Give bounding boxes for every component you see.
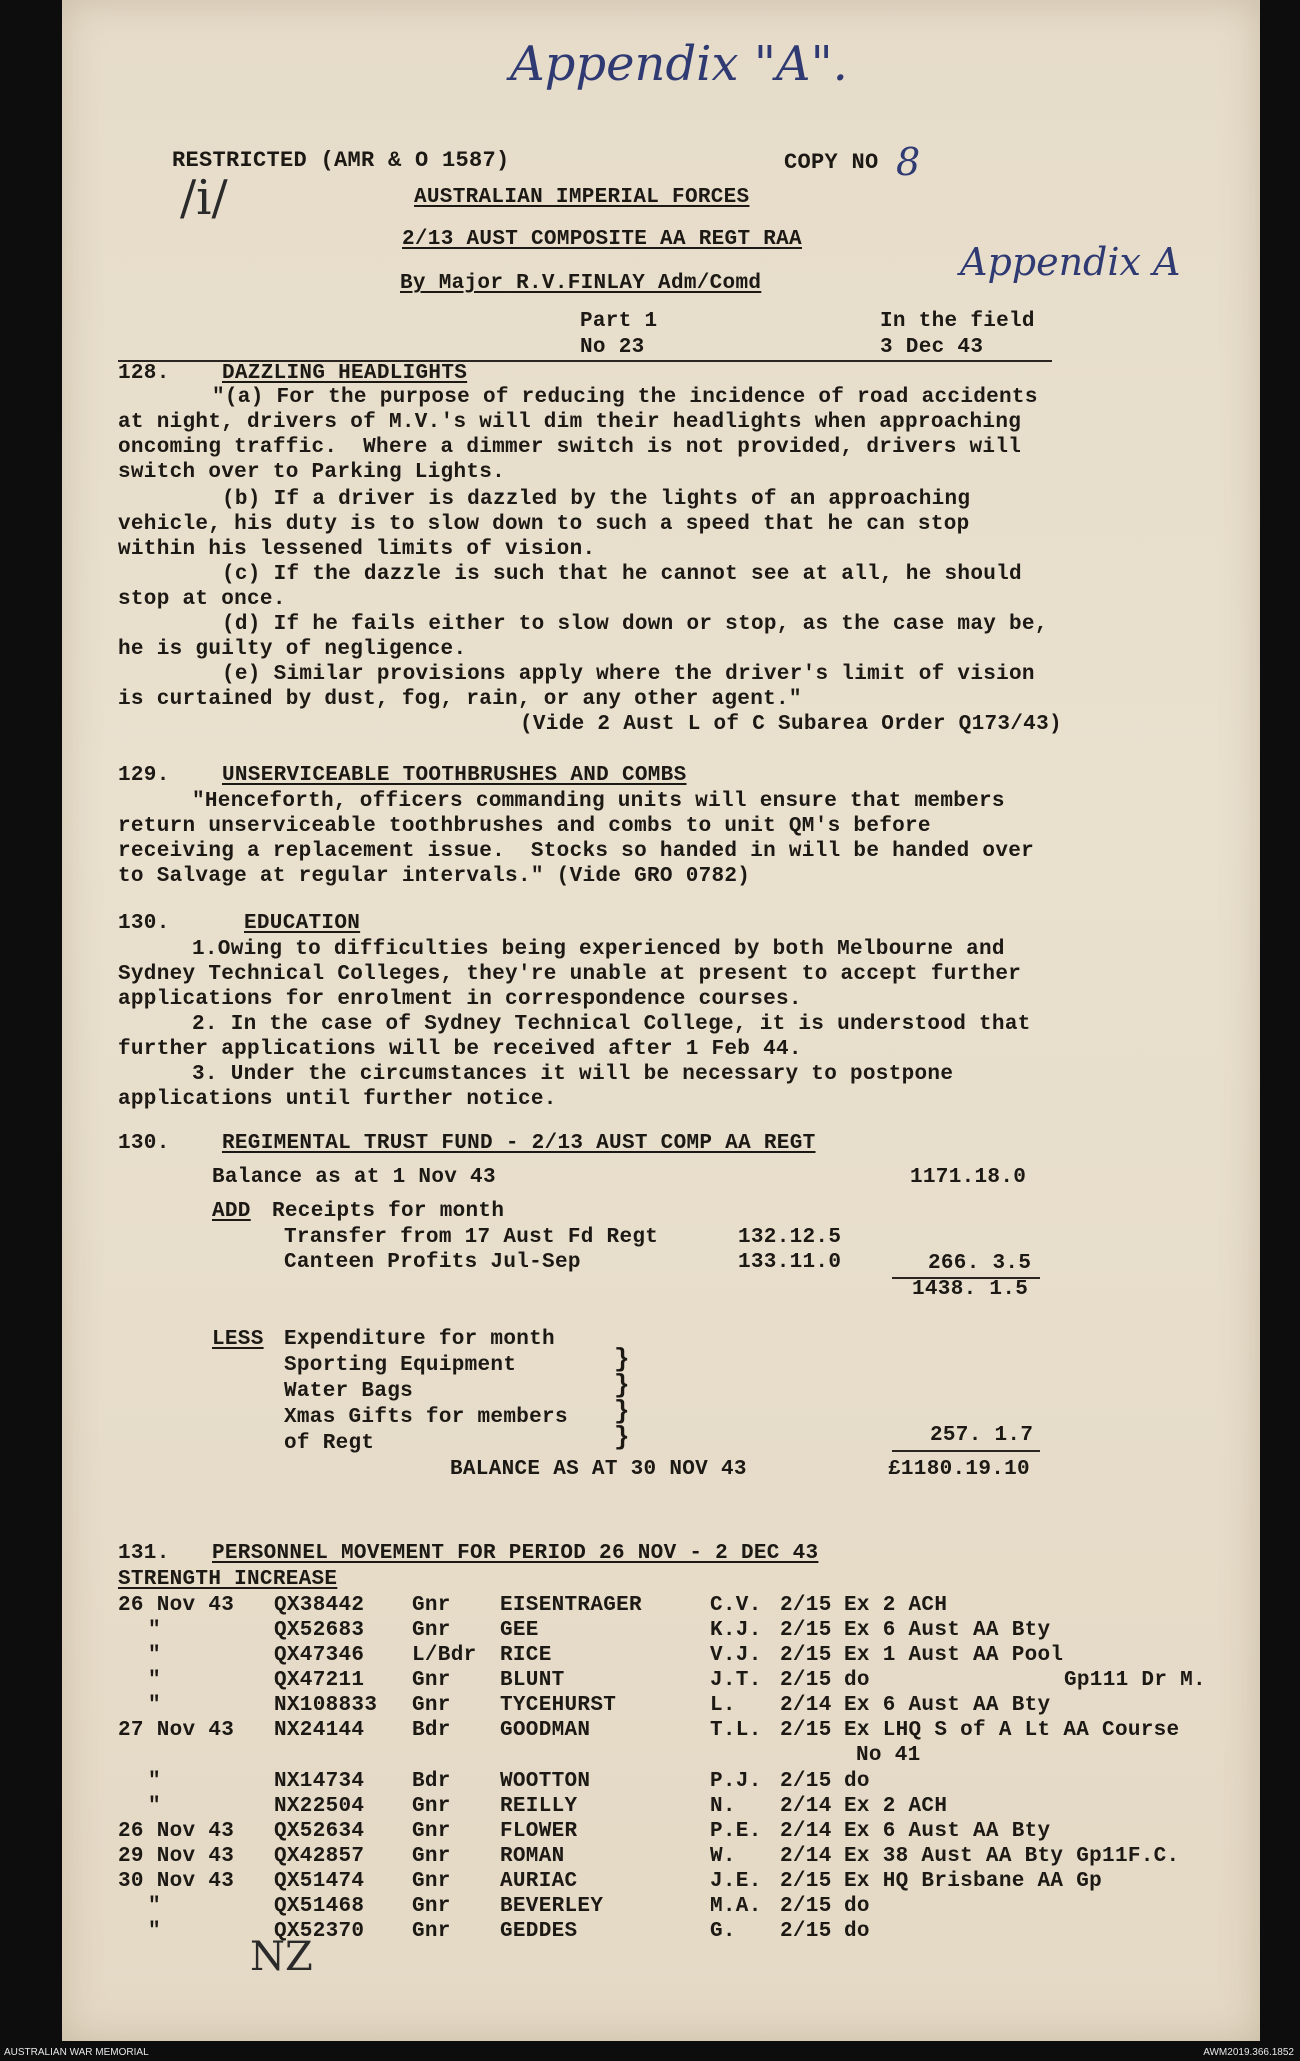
s128-line: oncoming traffic. Where a dimmer switch is not provided, drivers will: [118, 436, 1022, 459]
handwritten-side-note: Appendix A: [960, 240, 1181, 284]
order-date: 3 Dec 43: [880, 336, 984, 359]
row-service-number: NX22504: [274, 1795, 365, 1818]
s130-line: 1.Owing to difficulties being experienced by both Melbourne and: [192, 938, 1005, 961]
row-service-number: QX52370: [274, 1920, 365, 1943]
fund-expense-item: Water Bags: [284, 1380, 414, 1403]
row-detail: do: [844, 1669, 870, 1692]
s128-line: at night, drivers of M.V.'s will dim their headlights when approaching: [118, 411, 1022, 434]
s129-line: receiving a replacement issue. Stocks so handed in will be handed over: [118, 840, 1035, 863]
s129-line: return unserviceable toothbrushes and combs to unit QM's before: [118, 815, 931, 838]
issued-by: By Major R.V.FINLAY Adm/Comd: [400, 272, 762, 295]
row-initials: P.E.: [710, 1820, 762, 1843]
s128-line: is curtained by dust, fog, rain, or any other agent.": [118, 688, 802, 711]
row-detail: do: [844, 1770, 870, 1793]
row-date: 26 Nov 43: [118, 1820, 235, 1843]
row-date: ": [148, 1920, 161, 1943]
row-unit: 2/15: [780, 1870, 832, 1893]
part-label: Part 1: [580, 310, 658, 333]
row-rank: Gnr: [412, 1870, 451, 1893]
row-surname: GEDDES: [500, 1920, 578, 1943]
row-unit: 2/15: [780, 1895, 832, 1918]
row-surname: ROMAN: [500, 1845, 565, 1868]
s131-number: 131.: [118, 1542, 170, 1565]
s130-line: 2. In the case of Sydney Technical College, it is understood that: [192, 1013, 1031, 1036]
row-rank: Gnr: [412, 1694, 451, 1717]
s130-number: 130.: [118, 912, 170, 935]
row-surname: BLUNT: [500, 1669, 565, 1692]
s128-reference: (Vide 2 Aust L of C Subarea Order Q173/43): [520, 713, 1062, 736]
row-detail: do: [844, 1895, 870, 1918]
restricted-line: RESTRICTED (AMR & O 1587): [172, 148, 510, 173]
row-surname: GOODMAN: [500, 1719, 591, 1742]
row-detail: Ex 1 Aust AA Pool: [844, 1644, 1064, 1667]
row-date: ": [148, 1795, 161, 1818]
s129-title: UNSERVICEABLE TOOTHBRUSHES AND COMBS: [222, 764, 687, 787]
row-extra: No 41: [856, 1744, 921, 1767]
row-detail: Ex 2 ACH: [844, 1795, 948, 1818]
fund-expenditure-label: Expenditure for month: [284, 1328, 555, 1351]
row-service-number: QX51474: [274, 1870, 365, 1893]
fund-expense-item: of Regt: [284, 1432, 375, 1455]
fund-transfer-label: Transfer from 17 Aust Fd Regt: [284, 1226, 659, 1249]
row-surname: WOOTTON: [500, 1770, 591, 1793]
row-surname: BEVERLEY: [500, 1895, 604, 1918]
row-unit: 2/15: [780, 1770, 832, 1793]
row-date: ": [148, 1895, 161, 1918]
row-rank: Gnr: [412, 1594, 451, 1617]
row-initials: C.V.: [710, 1594, 762, 1617]
row-date: ": [148, 1770, 161, 1793]
s130-line: further applications will be received after 1 Feb 44.: [118, 1038, 802, 1061]
s128-line: switch over to Parking Lights.: [118, 461, 506, 484]
row-detail: Ex 6 Aust AA Bty: [844, 1820, 1051, 1843]
force-title: AUSTRALIAN IMPERIAL FORCES: [414, 186, 750, 209]
row-surname: EISENTRAGER: [500, 1594, 642, 1617]
row-date: 27 Nov 43: [118, 1719, 235, 1742]
row-date: ": [148, 1619, 161, 1642]
row-service-number: QX47346: [274, 1644, 365, 1667]
s128-line: he is guilty of negligence.: [118, 638, 467, 661]
row-date: 30 Nov 43: [118, 1870, 235, 1893]
row-detail: do: [844, 1920, 870, 1943]
row-service-number: QX51468: [274, 1895, 365, 1918]
row-date: 29 Nov 43: [118, 1845, 235, 1868]
row-service-number: QX52634: [274, 1820, 365, 1843]
fund-less-rule: [892, 1450, 1040, 1452]
fund-transfer-value: 132.12.5: [738, 1226, 842, 1249]
archive-footer: [0, 2044, 1300, 2061]
s128-title: DAZZLING HEADLIGHTS: [222, 362, 468, 385]
row-initials: V.J.: [710, 1644, 762, 1667]
fund-number: 130.: [118, 1132, 170, 1155]
fund-add-total: 266. 3.5: [928, 1252, 1032, 1275]
row-initials: L.: [710, 1694, 736, 1717]
s131-subtitle: STRENGTH INCREASE: [118, 1568, 338, 1591]
s128-line: (e) Similar provisions apply where the driver's limit of vision: [222, 663, 1035, 686]
fund-balance-value: 1171.18.0: [910, 1166, 1027, 1189]
fund-expense-item: Sporting Equipment: [284, 1354, 517, 1377]
row-initials: W.: [710, 1845, 736, 1868]
fund-balance-label: Balance as at 1 Nov 43: [212, 1166, 496, 1189]
row-rank: Gnr: [412, 1669, 451, 1692]
fund-expense-item: Xmas Gifts for members: [284, 1406, 568, 1429]
row-unit: 2/15: [780, 1619, 832, 1642]
row-unit: 2/15: [780, 1920, 832, 1943]
footer-institution: AUSTRALIAN WAR MEMORIAL: [4, 2047, 149, 2058]
s129-number: 129.: [118, 764, 170, 787]
s128-line: (b) If a driver is dazzled by the lights of an approaching: [222, 488, 971, 511]
row-extra: Gp111 Dr M.: [1064, 1669, 1206, 1692]
row-rank: Gnr: [412, 1920, 451, 1943]
s128-line: vehicle, his duty is to slow down to such a speed that he can stop: [118, 513, 970, 536]
s129-line: to Salvage at regular intervals." (Vide GRO 0782): [118, 865, 751, 888]
row-detail: Ex HQ Brisbane AA Gp: [844, 1870, 1103, 1893]
row-unit: 2/14: [780, 1845, 832, 1868]
row-initials: K.J.: [710, 1619, 762, 1642]
row-unit: 2/14: [780, 1795, 832, 1818]
row-rank: Gnr: [412, 1619, 451, 1642]
row-surname: AURIAC: [500, 1870, 578, 1893]
handwritten-copy-number: 8: [896, 140, 921, 184]
row-initials: G.: [710, 1920, 736, 1943]
s129-line: "Henceforth, officers commanding units will ensure that members: [192, 790, 1005, 813]
s130-line: Sydney Technical Colleges, they're unable at present to accept further: [118, 963, 1022, 986]
fund-closing-value: £1180.19.10: [888, 1458, 1030, 1481]
row-date: 26 Nov 43: [118, 1594, 235, 1617]
row-rank: Gnr: [412, 1845, 451, 1868]
s128-line: within his lessened limits of vision.: [118, 538, 596, 561]
row-initials: J.E.: [710, 1870, 762, 1893]
fund-add-label: ADD: [212, 1200, 251, 1223]
fund-subtotal: 1438. 1.5: [912, 1278, 1029, 1301]
row-initials: J.T.: [710, 1669, 762, 1692]
s130-title: EDUCATION: [244, 912, 361, 935]
row-rank: Gnr: [412, 1895, 451, 1918]
row-detail: Ex 2 ACH: [844, 1594, 948, 1617]
row-surname: REILLY: [500, 1795, 578, 1818]
row-initials: P.J.: [710, 1770, 762, 1793]
row-rank: Gnr: [412, 1795, 451, 1818]
row-rank: Bdr: [412, 1719, 451, 1742]
s128-line: stop at once.: [118, 588, 286, 611]
row-rank: L/Bdr: [412, 1644, 477, 1667]
copy-label: COPY NO: [784, 150, 879, 175]
place-label: In the field: [880, 310, 1035, 333]
s128-line: (d) If he fails either to slow down or stop, as the case may be,: [222, 613, 1048, 636]
footer-reference: AWM2019.366.1852: [1203, 2047, 1294, 2058]
row-rank: Bdr: [412, 1770, 451, 1793]
row-unit: 2/15: [780, 1594, 832, 1617]
row-date: ": [148, 1694, 161, 1717]
s128-number: 128.: [118, 362, 170, 385]
row-service-number: QX52683: [274, 1619, 365, 1642]
row-unit: 2/14: [780, 1694, 832, 1717]
row-detail: Ex 38 Aust AA Bty Gp11F.C.: [844, 1845, 1180, 1868]
fund-closing-label: BALANCE AS AT 30 NOV 43: [450, 1458, 747, 1481]
row-service-number: NX108833: [274, 1694, 378, 1717]
row-detail: Ex LHQ S of A Lt AA Course: [844, 1719, 1180, 1742]
s130-line: applications for enrolment in correspondence courses.: [118, 988, 802, 1011]
row-service-number: QX47211: [274, 1669, 365, 1692]
s128-line: "(a) For the purpose of reducing the incidence of road accidents: [212, 386, 1038, 409]
handwritten-initials: NZ: [250, 1934, 313, 1980]
row-surname: FLOWER: [500, 1820, 578, 1843]
fund-canteen-label: Canteen Profits Jul-Sep: [284, 1251, 581, 1274]
document-page: [62, 0, 1260, 2041]
handwritten-mark: /i/: [180, 170, 228, 226]
fund-receipts-label: Receipts for month: [272, 1200, 505, 1223]
row-unit: 2/15: [780, 1644, 832, 1667]
row-detail: Ex 6 Aust AA Bty: [844, 1619, 1051, 1642]
s131-title: PERSONNEL MOVEMENT FOR PERIOD 26 NOV - 2 DEC 43: [212, 1542, 819, 1565]
fund-title: REGIMENTAL TRUST FUND - 2/13 AUST COMP AA REGT: [222, 1132, 816, 1155]
row-surname: RICE: [500, 1644, 552, 1667]
row-rank: Gnr: [412, 1820, 451, 1843]
row-service-number: QX38442: [274, 1594, 365, 1617]
unit-title: 2/13 AUST COMPOSITE AA REGT RAA: [402, 228, 802, 251]
fund-less-label: LESS: [212, 1328, 264, 1351]
handwritten-top-note: Appendix "A".: [510, 36, 848, 92]
order-number: No 23: [580, 336, 645, 359]
row-unit: 2/14: [780, 1820, 832, 1843]
row-detail: Ex 6 Aust AA Bty: [844, 1694, 1051, 1717]
row-service-number: QX42857: [274, 1845, 365, 1868]
s128-line: (c) If the dazzle is such that he cannot see at all, he should: [222, 563, 1022, 586]
row-date: ": [148, 1644, 161, 1667]
row-initials: M.A.: [710, 1895, 762, 1918]
row-service-number: NX24144: [274, 1719, 365, 1742]
s130-line: 3. Under the circumstances it will be necessary to postpone: [192, 1063, 954, 1086]
expense-bracket: } } } }: [614, 1344, 630, 1452]
row-unit: 2/15: [780, 1719, 832, 1742]
s130-line: applications until further notice.: [118, 1088, 557, 1111]
row-date: ": [148, 1669, 161, 1692]
row-surname: GEE: [500, 1619, 539, 1642]
fund-canteen-value: 133.11.0: [738, 1251, 842, 1274]
row-unit: 2/15: [780, 1669, 832, 1692]
fund-less-total: 257. 1.7: [930, 1424, 1034, 1447]
row-service-number: NX14734: [274, 1770, 365, 1793]
row-surname: TYCEHURST: [500, 1694, 617, 1717]
row-initials: N.: [710, 1795, 736, 1818]
row-initials: T.L.: [710, 1719, 762, 1742]
